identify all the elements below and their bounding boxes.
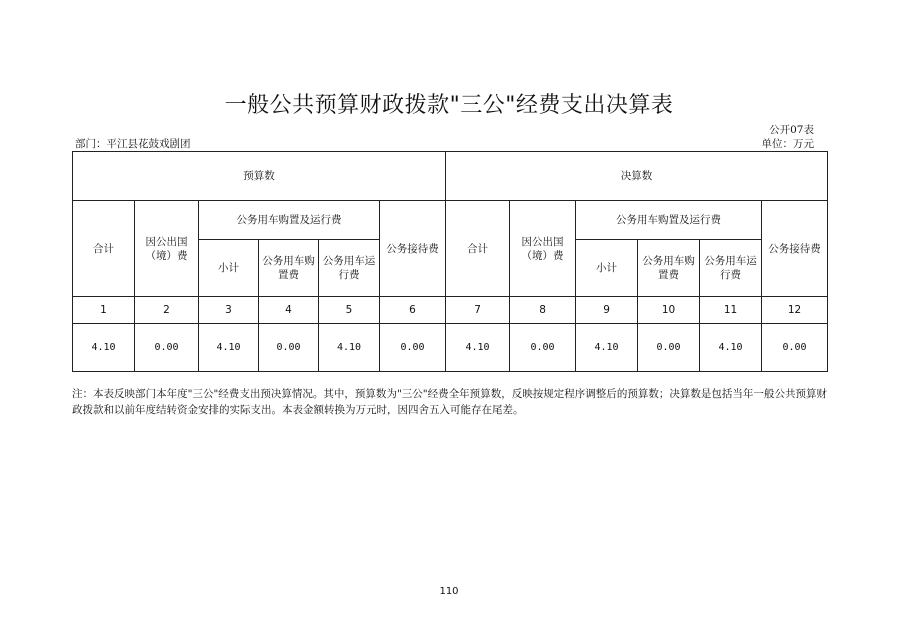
budget-vehicle-group-header: 公务用车购置及运行费 [199, 201, 380, 240]
col-number: 6 [380, 297, 446, 324]
final-abroad-header: 因公出国（境）费 [510, 201, 576, 297]
page-title: 一般公共预算财政拨款"三公"经费支出决算表 [224, 93, 674, 118]
value-cell: 4.10 [319, 324, 380, 372]
col-number: 12 [762, 297, 828, 324]
page-number: 110 [439, 586, 459, 597]
budget-subtotal-header: 小计 [199, 240, 259, 297]
value-cell: 4.10 [576, 324, 638, 372]
final-vehicle-operation-header: 公务用车运行费 [700, 240, 762, 297]
value-cell: 0.00 [510, 324, 576, 372]
value-cell: 0.00 [762, 324, 828, 372]
budget-vehicle-operation-header: 公务用车运行费 [319, 240, 380, 297]
value-row [73, 324, 828, 372]
final-total-header: 合计 [446, 201, 510, 297]
budget-total-header: 合计 [73, 201, 135, 297]
budget-abroad-header: 因公出国（境）费 [135, 201, 199, 297]
department-label: 部门：平江县花鼓戏剧团 [75, 138, 191, 150]
final-subtotal-header: 小计 [576, 240, 638, 297]
budget-vehicle-purchase-header: 公务用车购置费 [259, 240, 319, 297]
final-group-header: 决算数 [446, 152, 828, 201]
table-note: 注：本表反映部门本年度"三公"经费支出预决算情况。其中，预算数为"三公"经费全年预算数，反映按规定程序调整后的预算数；决算数是包括当年一般公共预算财政拨款和以前年度结转资金安排的实际支出。本表金额转换为万元时，因四舍五入可能存在尾差。 [72, 388, 827, 416]
form-number: 公开07表 [769, 124, 814, 136]
final-vehicle-group-header: 公务用车购置及运行费 [576, 201, 762, 240]
header-row-categories [73, 201, 828, 240]
budget-reception-header: 公务接待费 [380, 201, 446, 297]
value-cell: 0.00 [259, 324, 319, 372]
col-number: 5 [319, 297, 380, 324]
header-row-groups [73, 152, 828, 201]
three-public-expenditure-table [72, 151, 828, 372]
value-cell: 0.00 [638, 324, 700, 372]
final-reception-header: 公务接待费 [762, 201, 828, 297]
value-cell: 0.00 [380, 324, 446, 372]
col-number: 9 [576, 297, 638, 324]
col-number: 7 [446, 297, 510, 324]
col-number: 11 [700, 297, 762, 324]
budget-group-header: 预算数 [73, 152, 446, 201]
col-number: 2 [135, 297, 199, 324]
value-cell: 4.10 [700, 324, 762, 372]
col-number: 10 [638, 297, 700, 324]
col-number: 8 [510, 297, 576, 324]
column-number-row [73, 297, 828, 324]
col-number: 3 [199, 297, 259, 324]
col-number: 1 [73, 297, 135, 324]
value-cell: 0.00 [135, 324, 199, 372]
value-cell: 4.10 [199, 324, 259, 372]
final-vehicle-purchase-header: 公务用车购置费 [638, 240, 700, 297]
value-cell: 4.10 [73, 324, 135, 372]
value-cell: 4.10 [446, 324, 510, 372]
col-number: 4 [259, 297, 319, 324]
unit-label: 单位：万元 [761, 138, 814, 150]
